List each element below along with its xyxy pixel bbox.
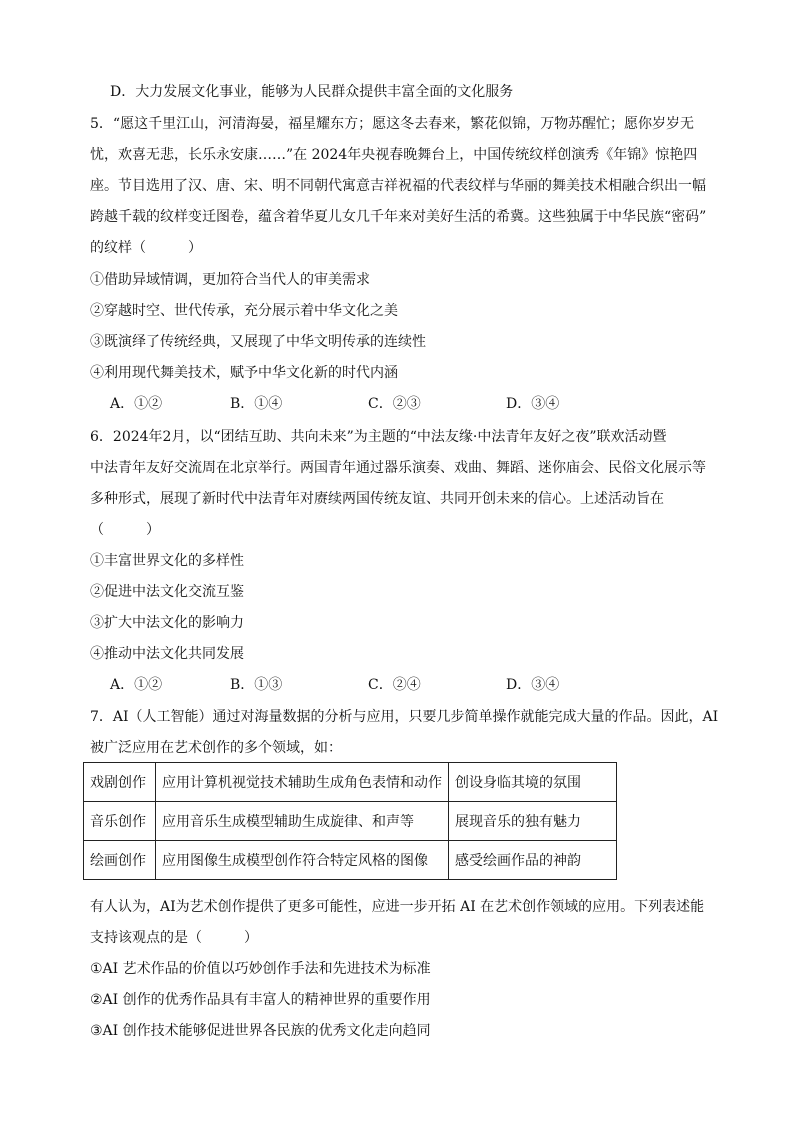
table-cell-application: 应用计算机视觉技术辅助生成角色表情和动作 (156, 763, 449, 802)
q6-option-b[interactable]: B．①③ (230, 677, 283, 693)
q5-stem-line-4: 跨越千载的纹样变迁图卷，蕴含着华夏儿女几千年来对美好生活的希冀。这些独属于中华民族“密码” (90, 209, 707, 225)
q6-item-1: ①丰富世界文化的多样性 (90, 553, 244, 569)
table-row (84, 841, 617, 880)
q5-option-d[interactable]: D．③④ (506, 396, 560, 412)
table-cell-field: 戏剧创作 (84, 763, 156, 802)
q5-stem-line-1: 5．“愿这千里江山，河清海晏，福星耀东方；愿这冬去春来，繁花似锦，万物苏醒忙；愿你岁岁无 (90, 116, 695, 132)
table-row (84, 763, 617, 802)
q6-stem-line-3: 多种形式，展现了新时代中法青年对赓续两国传统友谊、共同开创未来的信心。上述活动旨在 (90, 491, 664, 507)
q5-item-1: ①借助异域情调，更加符合当代人的审美需求 (90, 272, 370, 288)
q7-stem-line-2: 被广泛应用在艺术创作的多个领域，如： (90, 740, 342, 756)
q5-item-4: ④利用现代舞美技术，赋予中华文化新的时代内涵 (90, 365, 398, 381)
q5-option-a[interactable]: A．①② (110, 396, 163, 412)
q7-item-2: ②AI 创作的优秀作品具有丰富人的精神世界的重要作用 (90, 992, 431, 1008)
table-cell-effect: 展现音乐的独有魅力 (449, 802, 617, 841)
table-cell-field: 绘画创作 (84, 841, 156, 880)
q5-stem-line-2: 忧，欢喜无悲，长乐永安康……”在 2024年央视春晚舞台上，中国传统纹样创演秀《年锦》惊艳四 (90, 147, 698, 163)
q5-stem-line-5: 的纹样（ ） (90, 240, 202, 256)
table-cell-effect: 感受绘画作品的神韵 (449, 841, 617, 880)
q5-options (110, 395, 590, 413)
q4-option-d: D．大力发展文化事业，能够为人民群众提供丰富全面的文化服务 (110, 84, 514, 100)
q6-stem-line-1: 6．2024年2月，以“团结互助、共向未来”为主题的“中法友缘·中法青年友好之夜”联欢活动暨 (90, 429, 667, 445)
q5-stem-line-3: 座。节目选用了汉、唐、宋、明不同朝代寓意吉祥祝福的代表纹样与华丽的舞美技术相融合织出一幅 (90, 178, 706, 194)
q6-option-c[interactable]: C．②④ (368, 677, 421, 693)
table-cell-application: 应用音乐生成模型辅助生成旋律、和声等 (156, 802, 449, 841)
q7-after-line-1: 有人认为，AI为艺术创作提供了更多可能性，应进一步开拓 AI 在艺术创作领域的应用。下列表述能 (90, 899, 705, 915)
q5-option-b[interactable]: B．①④ (230, 396, 283, 412)
q6-option-d[interactable]: D．③④ (506, 677, 560, 693)
table-row (84, 802, 617, 841)
ai-art-table (83, 762, 617, 880)
q7-stem-line-1: 7．AI（人工智能）通过对海量数据的分析与应用，只要几步简单操作就能完成大量的作品。因此，AI (90, 709, 719, 725)
q6-stem-line-2: 中法青年友好交流周在北京举行。两国青年通过器乐演奏、戏曲、舞蹈、迷你庙会、民俗文化展示等 (90, 460, 706, 476)
q5-option-c[interactable]: C．②③ (368, 396, 421, 412)
table-cell-application: 应用图像生成模型创作符合特定风格的图像 (156, 841, 449, 880)
q6-options (110, 676, 590, 694)
q6-stem-line-4: （ ） (90, 522, 160, 538)
q7-item-3: ③AI 创作技术能够促进世界各民族的优秀文化走向趋同 (90, 1023, 431, 1039)
table-cell-effect: 创设身临其境的氛围 (449, 763, 617, 802)
q7-after-line-2: 支持该观点的是（ ） (90, 930, 258, 946)
q5-item-2: ②穿越时空、世代传承，充分展示着中华文化之美 (90, 303, 398, 319)
q6-item-3: ③扩大中法文化的影响力 (90, 615, 244, 631)
q6-option-a[interactable]: A．①② (110, 677, 163, 693)
table-cell-field: 音乐创作 (84, 802, 156, 841)
q5-item-3: ③既演绎了传统经典，又展现了中华文明传承的连续性 (90, 334, 426, 350)
q7-item-1: ①AI 艺术作品的价值以巧妙创作手法和先进技术为标准 (90, 961, 431, 977)
q6-item-2: ②促进中法文化交流互鉴 (90, 584, 244, 600)
q6-item-4: ④推动中法文化共同发展 (90, 646, 244, 662)
